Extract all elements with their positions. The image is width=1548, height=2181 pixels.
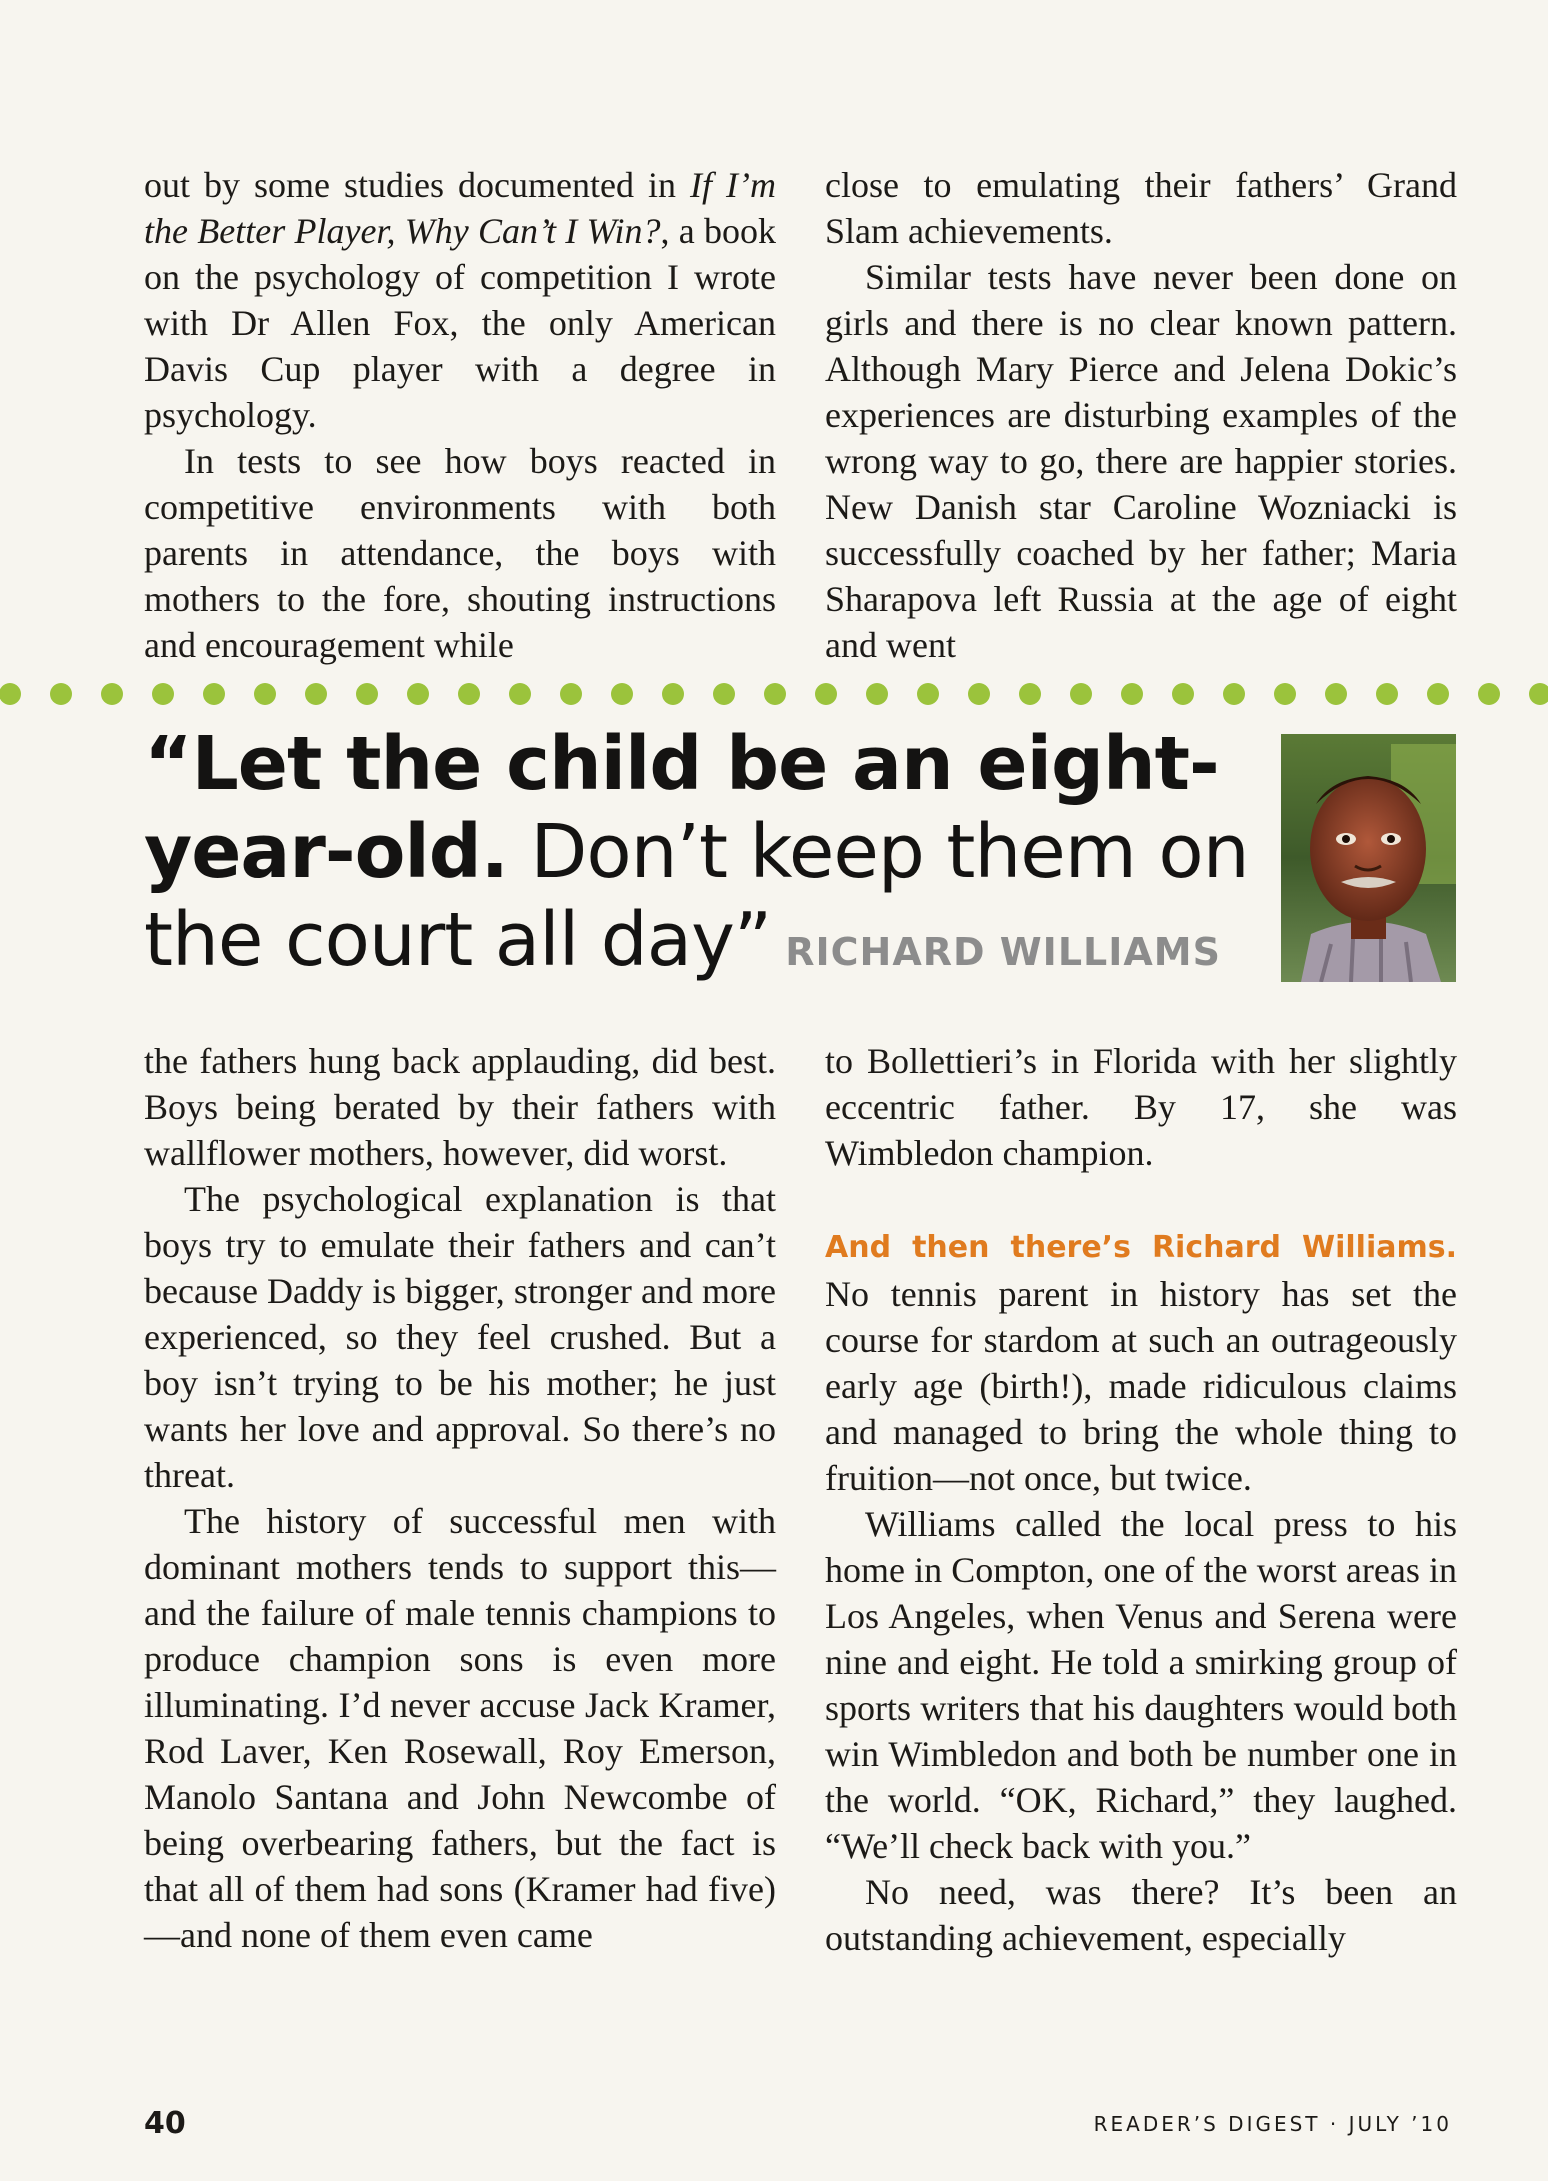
divider-dot [1478,683,1500,705]
divider-dot [1121,683,1143,705]
article-column-left-top [144,162,776,668]
divider-dot [101,683,123,705]
divider-dot [0,683,21,705]
body-paragraph: the fathers hung back applauding, did best. Boys being berated by their fathers with wallflower mothers, however, did worst. [144,1041,776,1173]
divider-dot [1172,683,1194,705]
divider-dot [917,683,939,705]
article-column-left-bottom [144,1038,776,1958]
body-paragraph: In tests to see how boys reacted in competitive environments with both parents in attendance, the boys with mothers to the fore, shouting instructions and encouragement while [144,441,776,665]
divider-dot [254,683,276,705]
body-text: No tennis parent in history has set the course for stardom at such an outrageously early age (birth!), made ridiculous claims and managed to bring the whole thing to fruition—not once, but twice. [825,1274,1457,1498]
divider-dot [1070,683,1092,705]
divider-dot [152,683,174,705]
running-footer: READER’S DIGEST · JULY ’10 [1093,2112,1452,2136]
divider-dot [611,683,633,705]
body-paragraph [825,1222,1457,1501]
divider-dot [662,683,684,705]
section-gap [825,1176,1457,1222]
pull-quote-bold: “Let the child be an eight-year-old. [144,721,1219,895]
divider-dot [968,683,990,705]
divider-dot [764,683,786,705]
book-title: If I’m the Better Player, Why Can’t I Win? [144,165,777,251]
divider-dot [866,683,888,705]
article-column-right-bottom [825,1038,1457,1961]
divider-dot [407,683,429,705]
body-paragraph: Williams called the local press to his home in Compton, one of the worst areas in Los Angeles, when Venus and Serena were nine and eight. He told a smirking group of sports writers that his daughters would both win Wimbledon and both be number one in the world. “OK, Richard,” they laughed. “We’ll check back with you.” [825,1504,1457,1866]
divider-dot [713,683,735,705]
divider-dot [1529,683,1548,705]
divider-dot [1427,683,1449,705]
divider-dot [50,683,72,705]
divider-dot [356,683,378,705]
divider-dot [458,683,480,705]
divider-dot [1019,683,1041,705]
divider-dot [305,683,327,705]
page-number: 40 [144,2106,186,2141]
body-text: , a book on the psychology of competition I wrote with Dr Allen Fox, the only American Davis Cup player with a degree in psychology. [144,211,776,435]
divider-dot [509,683,531,705]
pull-quote-attribution: RICHARD WILLIAMS [785,930,1221,974]
body-paragraph: The psychological explanation is that boys try to emulate their fathers and can’t because Daddy is bigger, stronger and more experienced, so they feel crushed. But a boy isn’t trying to be his mother; he just wants her love and approval. So there’s no threat. [144,1179,776,1495]
body-paragraph [144,162,776,438]
pull-quote-regular: Don’t keep them on the court all day” [144,809,1249,983]
body-paragraph: Similar tests have never been done on girls and there is no clear known pattern. Although Mary Pierce and Jelena Dokic’s experiences are disturbing examples of the wrong way to go, there are happier stories. New Danish star Caroline Wozniacki is successfully coached by her father; Maria Sharapova left Russia at the age of eight and went [825,257,1457,665]
divider-dot [560,683,582,705]
divider-dot [203,683,225,705]
divider-dot [815,683,837,705]
section-subhead: And then there’s Richard Williams. [825,1230,1457,1265]
divider-dot [1325,683,1347,705]
body-paragraph: No need, was there? It’s been an outstanding achievement, especially [825,1872,1457,1958]
divider-dot [1274,683,1296,705]
article-column-right-top [825,162,1457,668]
body-paragraph: The history of successful men with dominant mothers tends to support this—and the failure of male tennis champions to produce champion sons is even more illuminating. I’d never accuse Jack Kramer, Rod Laver, Ken Rosewall, Roy Emerson, Manolo Santana and John Newcombe of being overbearing fathers, but the fact is that all of them had sons (Kramer had five)—and none of them even came [144,1501,776,1955]
divider-dot [1376,683,1398,705]
body-paragraph: close to emulating their fathers’ Grand Slam achievements. [825,165,1457,251]
body-text: out by some studies documented in [144,165,691,205]
dotted-divider [0,676,1548,712]
portrait-photo [1281,734,1456,982]
divider-dot [1223,683,1245,705]
pull-quote [144,720,1254,996]
body-paragraph: to Bollettieri’s in Florida with her slightly eccentric father. By 17, she was Wimbledon champion. [825,1041,1457,1173]
